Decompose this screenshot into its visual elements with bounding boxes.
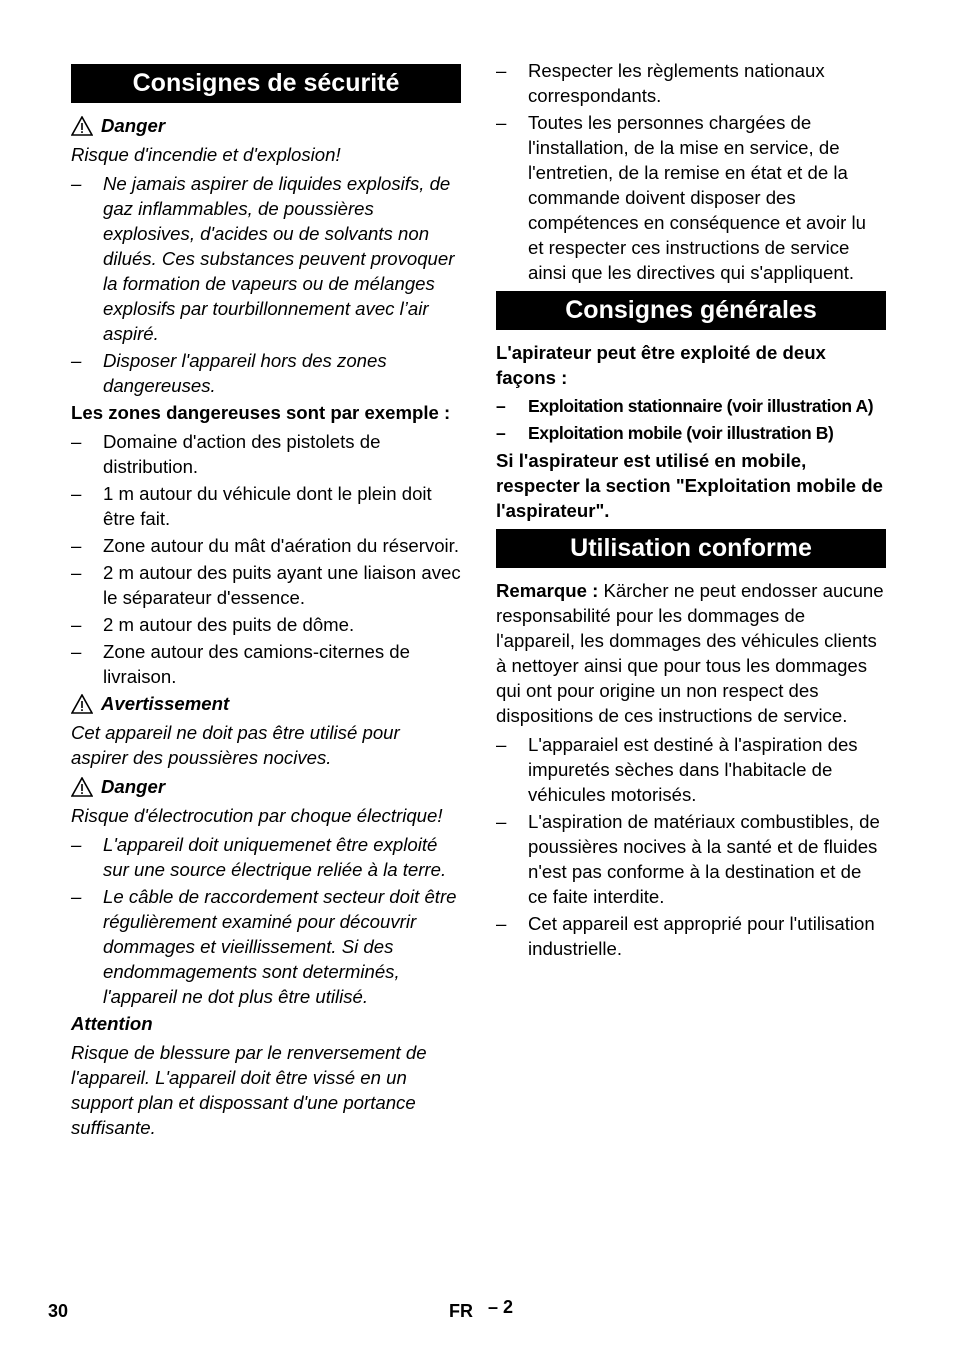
- list-item: – 2 m autour des puits ayant une liaison avec le séparateur d'essence.: [71, 560, 461, 610]
- list-item: – 2 m autour des puits de dôme.: [71, 612, 461, 637]
- remark-label: Remarque :: [496, 580, 599, 601]
- operation-modes-list: [496, 394, 886, 446]
- list-item: – Le câble de raccordement secteur doit être régulièrement examiné pour découvrir dommages et vieillissement. Si des endommagements sont determinés, l'appareil ne dot plus être utilisé.: [71, 884, 461, 1009]
- danger-label: Danger: [71, 113, 461, 138]
- remark: [496, 578, 886, 728]
- zones-list: [71, 429, 461, 689]
- danger-list: [71, 171, 461, 398]
- warning-triangle-icon: [71, 694, 93, 714]
- list-item: – Zone autour des camions-citernes de livraison.: [71, 639, 461, 689]
- attention-label: Attention: [71, 1013, 153, 1034]
- danger-text: Risque d'électrocution par choque électrique!: [71, 805, 443, 826]
- page-number: 30: [48, 1301, 69, 1321]
- general-intro: L'apirateur peut être exploité de deux façons :: [496, 342, 826, 388]
- list-item: – L'aspiration de matériaux combustibles, de poussières nocives à la santé et de fluides n'est pas conforme à la destination et de ce faite interdite.: [496, 809, 886, 909]
- general-heading: Consignes générales: [496, 291, 886, 330]
- list-item: – L'appareil doit uniquemenet être exploité sur une source électrique reliée à la terre.: [71, 832, 461, 882]
- list-item: – 1 m autour du véhicule dont le plein doit être fait.: [71, 481, 461, 531]
- list-item: – Toutes les personnes chargées de l'installation, de la mise en service, de l'entretien, de la remise en état et de la commande doivent disposer des compétences en conséquence et avoir lu et respecter ces instructions de service ainsi que les directives qui s'appliquent.: [496, 110, 886, 285]
- language-code: FR: [449, 1301, 473, 1321]
- list-item: – Disposer l'appareil hors des zones dangereuses.: [71, 348, 461, 398]
- list-item: – Cet appareil est approprié pour l'utilisation industrielle.: [496, 911, 886, 961]
- avertissement-label: Avertissement: [71, 691, 461, 716]
- safety-heading: Consignes de sécurité: [71, 64, 461, 103]
- attention-text: Risque de blessure par le renversement de l'appareil. L'appareil doit être vissé en un support plan et dispossant d'une portance suffisante.: [71, 1042, 427, 1138]
- warning-triangle-icon: [71, 116, 93, 136]
- section-page: – 2: [488, 1297, 514, 1317]
- left-column: [71, 58, 461, 1144]
- list-item: – Exploitation stationnaire (voir illustration A): [496, 394, 886, 419]
- avertissement-text: Cet appareil ne doit pas être utilisé pour aspirer des poussières nocives.: [71, 722, 400, 768]
- list-item: – Exploitation mobile (voir illustration B): [496, 421, 886, 446]
- danger-text: Risque d'incendie et d'explosion!: [71, 144, 341, 165]
- usage-list: [496, 732, 886, 961]
- usage-heading: Utilisation conforme: [496, 529, 886, 568]
- list-item: – Domaine d'action des pistolets de distribution.: [71, 429, 461, 479]
- regulations-list: [496, 58, 886, 285]
- list-item: – Respecter les règlements nationaux correspondants.: [496, 58, 886, 108]
- warning-triangle-icon: [71, 777, 93, 797]
- right-column: [496, 58, 886, 963]
- general-note: Si l'aspirateur est utilisé en mobile, respecter la section "Exploitation mobile de l'aspirateur".: [496, 450, 883, 521]
- list-item: – Ne jamais aspirer de liquides explosifs, de gaz inflammables, de poussières explosives, d'acides ou de solvants non dilués. Ces substances peuvent provoquer la formation de vapeurs ou de mélanges explosifs par tourbillonnement avec l’air aspiré.: [71, 171, 461, 346]
- list-item: – L'apparaiel est destiné à l'aspiration des impuretés sèches dans l'habitacle de véhicules motorisés.: [496, 732, 886, 807]
- remark-text: Kärcher ne peut endosser aucune responsabilité pour les dommages de l'appareil, les dommages des véhicules clients à nettoyer ainsi que pour tous les dommages qui ont pour origine un non respect des dispositions de ces instructions de service.: [496, 580, 884, 726]
- danger-label: Danger: [71, 774, 461, 799]
- danger-list: [71, 832, 461, 1009]
- list-item: – Zone autour du mât d'aération du réservoir.: [71, 533, 461, 558]
- zones-heading: Les zones dangereuses sont par exemple :: [71, 402, 451, 423]
